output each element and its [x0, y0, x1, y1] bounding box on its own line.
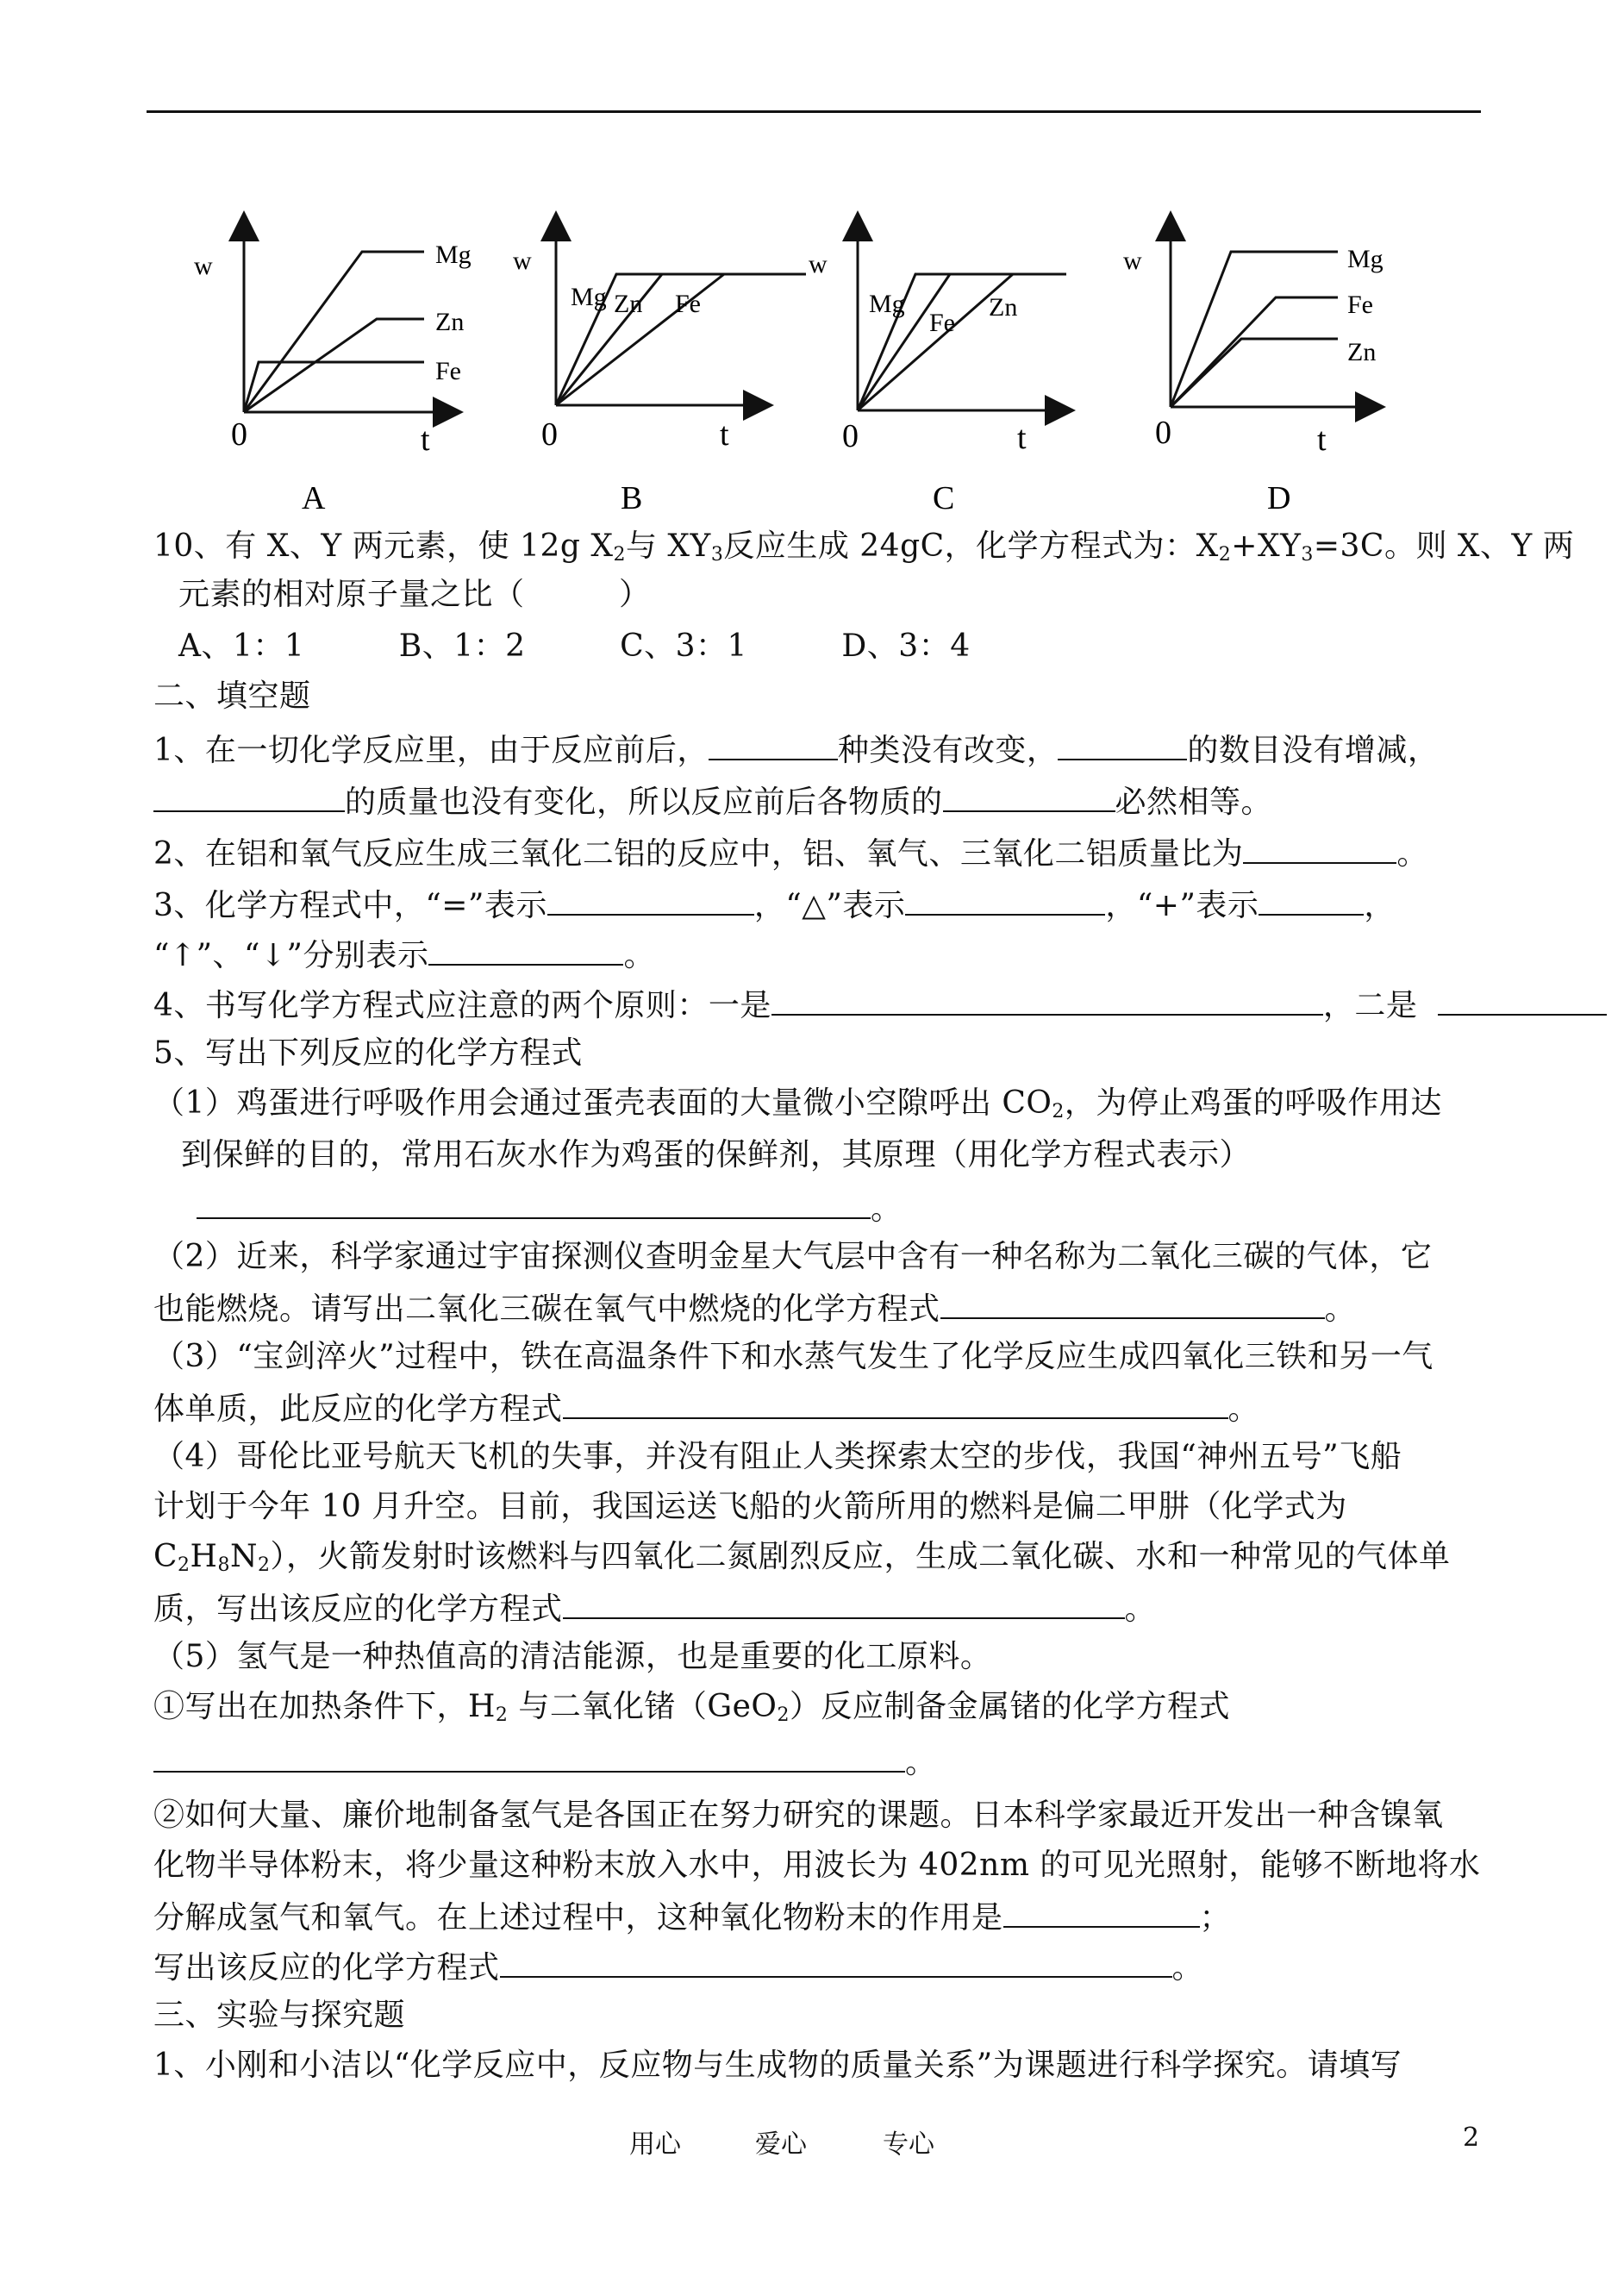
fill-p5a-line-1 — [153, 1688, 1230, 1735]
graph-a-w-label: w — [194, 252, 213, 280]
graph-panel-a — [194, 226, 472, 516]
fill-q3-text-e: “↑”、“↓”分别表示 — [153, 938, 429, 973]
fill-p5b-blank-2[interactable] — [500, 1947, 1172, 1978]
fill-p4-blank[interactable] — [563, 1588, 1125, 1619]
graph-d-label-3: Zn — [1347, 338, 1377, 366]
fill-q1-blank-3[interactable] — [153, 781, 345, 812]
fill-p5a-text-b: 与二氧化锗（GeO — [508, 1689, 778, 1724]
fill-q4-blank-2[interactable] — [1438, 985, 1607, 1016]
footer-motto-1: 用心 — [629, 2129, 681, 2160]
fill-p5b-line-4 — [153, 1947, 1203, 1987]
graph-panel-c — [809, 226, 1066, 516]
fill-p4-end: 。 — [1124, 1591, 1157, 1627]
fill-q3-line-1 — [153, 885, 1396, 925]
q10-line-1 — [153, 528, 1574, 574]
graph-c-label-3: Zn — [989, 293, 1018, 322]
fill-q4-line — [153, 985, 1607, 1025]
graph-a-letter: A — [302, 480, 326, 516]
fill-q3-blank-3[interactable] — [1259, 885, 1364, 916]
fill-p2-line-2 — [153, 1288, 1356, 1329]
graphs-svg — [0, 0, 1624, 535]
fill-q1-line-2 — [153, 781, 1272, 822]
q10-text-a: 10、有 X、Y 两元素，使 12g X — [153, 528, 614, 564]
fill-p4-h: H — [190, 1539, 218, 1574]
fill-p1-line-2: 到保鲜的目的，常用石灰水作为鸡蛋的保鲜剂，其原理（用化学方程式表示） — [181, 1137, 1252, 1173]
fill-p5a-end: 。 — [905, 1745, 937, 1780]
section-3-title: 三、实验与探究题 — [153, 1998, 406, 2033]
exp-q1-line: 1、小刚和小洁以“化学反应中，反应物与生成物的质量关系”为课题进行科学探究。请填写 — [153, 2048, 1402, 2083]
fill-p5-line: （5）氢气是一种热值高的清洁能源，也是重要的化工原料。 — [153, 1639, 992, 1674]
fill-p2-blank[interactable] — [940, 1288, 1325, 1319]
graph-a-line-mg — [244, 252, 424, 412]
graph-d-line-zn — [1171, 339, 1338, 407]
graph-b-label-1: Mg — [571, 283, 607, 311]
graph-d-origin: 0 — [1155, 415, 1171, 451]
graph-d-label-2: Fe — [1347, 291, 1373, 319]
q10-text-e: =3C。则 X、Y 两 — [1313, 528, 1575, 564]
fill-p4-line-1: （4）哥伦比亚号航天飞机的失事，并没有阻止人类探索太空的步伐，我国“神州五号”飞船 — [153, 1439, 1402, 1474]
graph-a-line-zn — [244, 319, 424, 412]
graph-d-t-label: t — [1317, 422, 1327, 458]
q10-text-d: +XY — [1231, 528, 1302, 564]
fill-p5b-line-1: ②如何大量、廉价地制备氢气是各国正在努力研究的课题。日本科学家最近开发出一种含镍氧 — [153, 1798, 1444, 1833]
fill-p2-end: 。 — [1324, 1291, 1357, 1327]
fill-p2-line-1: （2）近来，科学家通过宇宙探测仪查明金星大气层中含有一种名称为二氧化三碳的气体，它 — [153, 1239, 1433, 1274]
page-number: 2 — [1463, 2123, 1480, 2153]
fill-p4-text-d: 质，写出该反应的化学方程式 — [153, 1591, 563, 1627]
fill-q1-text-c: 的数目没有增减， — [1187, 733, 1440, 768]
q10-sub-3: 2 — [1218, 544, 1232, 566]
fill-q3-text-f: 。 — [623, 938, 655, 973]
fill-p4-c-sub: 2 — [178, 1554, 191, 1576]
graph-b-label-2: Zn — [614, 290, 643, 318]
fill-p1-blank[interactable] — [197, 1188, 871, 1219]
fill-p5a-text-c: ）反应制备金属锗的化学方程式 — [789, 1689, 1230, 1724]
fill-q3-text-c: ，“+”表示 — [1105, 888, 1259, 923]
fill-p4-text-c4: ），火箭发射时该燃料与四氧化二氮剧烈反应，生成二氧化碳、水和一种常见的气体单 — [270, 1539, 1451, 1574]
fill-p3-end: 。 — [1227, 1391, 1260, 1427]
graph-d-w-label: w — [1123, 247, 1142, 275]
fill-p2-text-b: 也能燃烧。请写出二氧化三碳在氧气中燃烧的化学方程式 — [153, 1291, 940, 1327]
fill-p5b-text-c-end: ； — [1199, 1900, 1232, 1935]
fill-q1-blank-4[interactable] — [943, 781, 1115, 812]
fill-q2-line — [153, 833, 1428, 873]
fill-p4-n: N — [229, 1539, 258, 1574]
fill-q1-text-e: 必然相等。 — [1115, 785, 1273, 820]
fill-q3-text-b: ，“△”表示 — [753, 888, 906, 923]
fill-p5a-sub-1: 2 — [495, 1704, 509, 1726]
graph-c-label-2: Fe — [929, 309, 955, 337]
fill-p5a-sub-2: 2 — [777, 1704, 790, 1726]
graph-a-label-2: Zn — [435, 308, 465, 336]
fill-p3-line-1: （3）“宝剑淬火”过程中，铁在高温条件下和水蒸气发生了化学反应生成四氧化三铁和另一气 — [153, 1339, 1433, 1374]
graph-b-t-label: t — [720, 416, 729, 453]
fill-q3-text-a: 3、化学方程式中，“=”表示 — [153, 888, 547, 923]
fill-q3-line-2 — [153, 935, 655, 975]
q10-text-c: 反应生成 24gC，化学方程式为：X — [723, 528, 1219, 564]
graph-c-label-1: Mg — [869, 290, 905, 318]
graphs-figure — [0, 0, 1624, 535]
fill-p1-text-b: ，为停止鸡蛋的呼吸作用达 — [1064, 1085, 1442, 1121]
fill-q4-text-a: 4、书写化学方程式应注意的两个原则：一是 — [153, 988, 771, 1023]
graph-b-w-label: w — [513, 247, 532, 275]
q10-options: A、1：1 B、1：2 C、3：1 D、3：4 — [178, 628, 971, 664]
fill-q1-blank-1[interactable] — [709, 729, 838, 760]
fill-p4-line-3 — [153, 1538, 1450, 1585]
fill-p5a-blank[interactable] — [153, 1742, 905, 1773]
graph-c-t-label: t — [1017, 420, 1027, 456]
fill-q1-text-d: 的质量也没有变化，所以反应前后各物质的 — [345, 785, 943, 820]
fill-q2-blank[interactable] — [1243, 833, 1396, 864]
fill-p1-end: 。 — [871, 1191, 903, 1227]
fill-q5-title: 5、写出下列反应的化学方程式 — [153, 1035, 583, 1071]
q10-line-2: 元素的相对原子量之比（ ） — [178, 577, 651, 612]
fill-q1-text-b: 种类没有改变， — [837, 733, 1059, 768]
graph-c-origin: 0 — [842, 418, 859, 454]
section-2-title: 二、填空题 — [153, 678, 311, 714]
fill-q3-blank-4[interactable] — [428, 935, 623, 966]
graph-b-letter: B — [621, 480, 643, 516]
fill-q3-blank-2[interactable] — [905, 885, 1105, 916]
graph-b-origin: 0 — [541, 416, 558, 453]
footer-motto-2: 爱心 — [755, 2129, 807, 2160]
fill-q3-text-d: ， — [1364, 888, 1396, 923]
fill-q1-blank-2[interactable] — [1058, 729, 1187, 760]
fill-q2-text-a: 2、在铝和氧气反应生成三氧化二铝的反应中，铝、氧气、三氧化二铝质量比为 — [153, 836, 1244, 872]
fill-p4-line-4 — [153, 1588, 1156, 1629]
fill-p4-h-sub: 8 — [217, 1554, 230, 1576]
fill-p1-text-a: （1）鸡蛋进行呼吸作用会通过蛋壳表面的大量微小空隙呼出 CO — [153, 1085, 1052, 1121]
q10-sub-2: 3 — [710, 544, 724, 566]
q10-sub-1: 2 — [613, 544, 626, 566]
graph-b-label-3: Fe — [675, 290, 701, 318]
fill-q3-blank-1[interactable] — [547, 885, 754, 916]
fill-q4-blank-1[interactable] — [771, 985, 1323, 1016]
fill-p3-line-2 — [153, 1388, 1259, 1429]
fill-p5a-line-2 — [153, 1742, 937, 1782]
fill-p5b-line-2: 化物半导体粉末，将少量这种粉末放入水中，用波长为 402nm 的可见光照射，能够不断地将水 — [153, 1848, 1481, 1883]
fill-p5a-text-a: ①写出在加热条件下，H — [153, 1689, 496, 1724]
graph-c-letter: C — [933, 480, 955, 516]
fill-q1-text-a: 1、在一切化学反应里，由于反应前后， — [153, 733, 709, 768]
fill-p5b-end: 。 — [1171, 1950, 1204, 1985]
fill-p5b-text-d: 写出该反应的化学方程式 — [153, 1950, 500, 1985]
graph-a-label-3: Fe — [435, 357, 461, 385]
fill-q2-text-b: 。 — [1396, 836, 1428, 872]
fill-p5b-text-c: 分解成氢气和氧气。在上述过程中，这种氧化物粉末的作用是 — [153, 1900, 1003, 1935]
fill-q1-line-1 — [153, 729, 1439, 770]
fill-p4-line-2: 计划于今年 10 月升空。目前，我国运送飞船的火箭所用的燃料是偏二甲肼（化学式为 — [153, 1489, 1347, 1524]
q10-text-b: 与 XY — [625, 528, 711, 564]
graph-panel-b — [513, 226, 806, 516]
q10-sub-4: 3 — [1301, 544, 1314, 566]
fill-p1-sub: 2 — [1052, 1101, 1065, 1122]
graph-d-line-fe — [1171, 297, 1338, 407]
fill-p1-line-3 — [197, 1188, 903, 1229]
footer-motto-3: 专心 — [883, 2129, 934, 2160]
fill-p5b-blank-1[interactable] — [1003, 1897, 1200, 1928]
graph-a-t-label: t — [421, 422, 430, 458]
fill-p5b-line-3 — [153, 1897, 1231, 1937]
fill-p3-blank[interactable] — [563, 1388, 1228, 1419]
graph-panel-d — [1123, 226, 1384, 516]
fill-p1-line-1 — [153, 1085, 1442, 1131]
graph-a-origin: 0 — [231, 416, 247, 453]
fill-p4-n-sub: 2 — [257, 1554, 271, 1576]
fill-q4-text-b: ，二是 — [1322, 988, 1418, 1023]
fill-p4-c: C — [153, 1539, 178, 1574]
graph-d-letter: D — [1267, 480, 1291, 516]
graph-d-label-1: Mg — [1347, 245, 1384, 273]
fill-p3-text-b: 体单质，此反应的化学方程式 — [153, 1391, 563, 1427]
graph-a-label-1: Mg — [435, 241, 472, 269]
graph-a-line-fe — [244, 362, 424, 412]
graph-c-w-label: w — [809, 250, 828, 278]
